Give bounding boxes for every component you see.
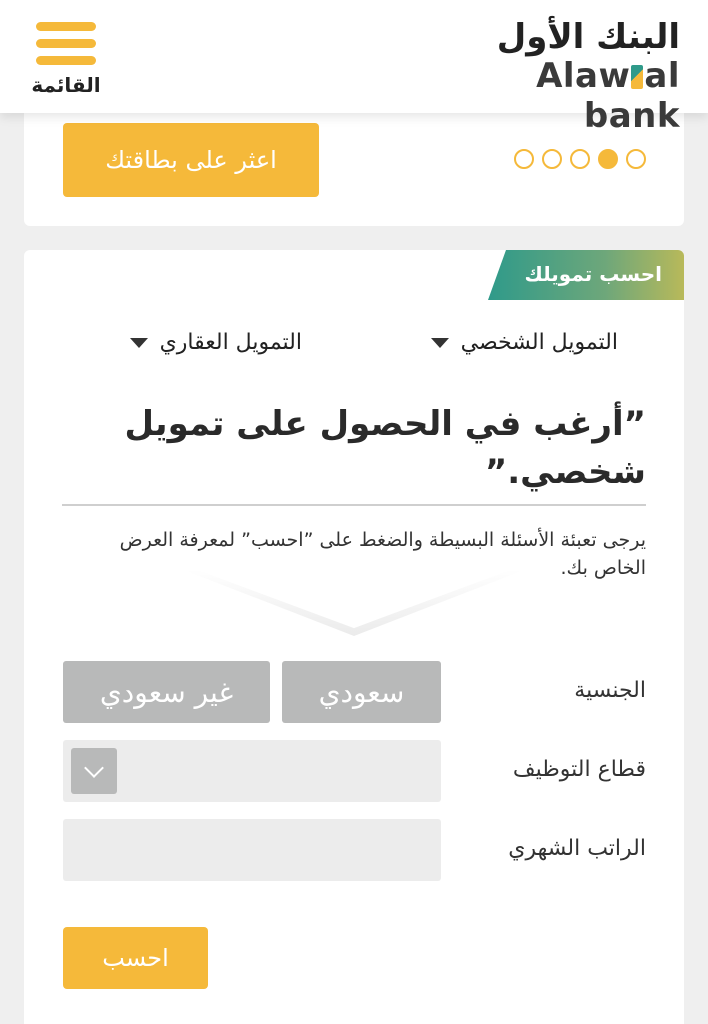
monthly-salary-input[interactable]: [63, 819, 441, 881]
dropdown-toggle-button[interactable]: [71, 748, 117, 794]
logo-arabic: البنك الأول: [496, 17, 680, 57]
carousel-dots: [514, 149, 646, 169]
employment-sector-label: قطاع التوظيف: [512, 757, 646, 782]
saudi-button[interactable]: سعودي: [282, 661, 441, 723]
non-saudi-button[interactable]: غير سعودي: [63, 661, 270, 723]
calculator-tab-label: احسب تمويلك: [524, 262, 662, 286]
divider: [62, 504, 646, 506]
logo-english-left: Alaw: [536, 56, 631, 96]
menu-button[interactable]: [26, 18, 106, 98]
logo-mark-icon: [631, 65, 643, 89]
personal-finance-label: التمويل الشخصي: [460, 330, 618, 355]
carousel-dot-4[interactable]: [598, 149, 618, 169]
caret-down-icon: [130, 338, 148, 348]
employment-sector-select[interactable]: [63, 740, 441, 802]
real-estate-finance-label: التمويل العقاري: [159, 330, 302, 355]
hamburger-icon: [36, 22, 96, 31]
calculator-headline: ”أرغب في الحصول على تمويل شخصي.”: [124, 404, 646, 492]
calculate-button[interactable]: احسب: [63, 927, 208, 989]
logo-english-right: al bank: [583, 56, 680, 136]
app-header: [0, 0, 708, 136]
calculator-tab[interactable]: [488, 250, 684, 300]
find-card-button[interactable]: اعثر على بطاقتك: [63, 123, 319, 197]
calculator-description: يرجى تعبئة الأسئلة البسيطة والضغط على ”احسب” لمعرفة العرض الخاص بك.: [119, 529, 646, 579]
finance-calculator-card: [24, 250, 684, 1024]
monthly-salary-label: الراتب الشهري: [508, 836, 646, 861]
carousel-dot-1[interactable]: [514, 149, 534, 169]
chevron-down-icon: [84, 758, 104, 778]
carousel-dot-3[interactable]: [570, 149, 590, 169]
nationality-label: الجنسية: [574, 678, 646, 703]
personal-finance-dropdown[interactable]: [431, 330, 618, 355]
finance-type-row: [24, 330, 684, 370]
hamburger-icon-bar: [36, 39, 96, 48]
menu-label: القائمة: [31, 73, 101, 97]
carousel-dot-5[interactable]: [626, 149, 646, 169]
bank-logo[interactable]: [440, 17, 680, 136]
caret-down-icon: [431, 338, 449, 348]
carousel-dot-2[interactable]: [542, 149, 562, 169]
hamburger-icon-bar: [36, 56, 96, 65]
logo-english: [440, 56, 680, 136]
real-estate-finance-dropdown[interactable]: [130, 330, 302, 355]
monthly-salary-field: [63, 819, 441, 881]
